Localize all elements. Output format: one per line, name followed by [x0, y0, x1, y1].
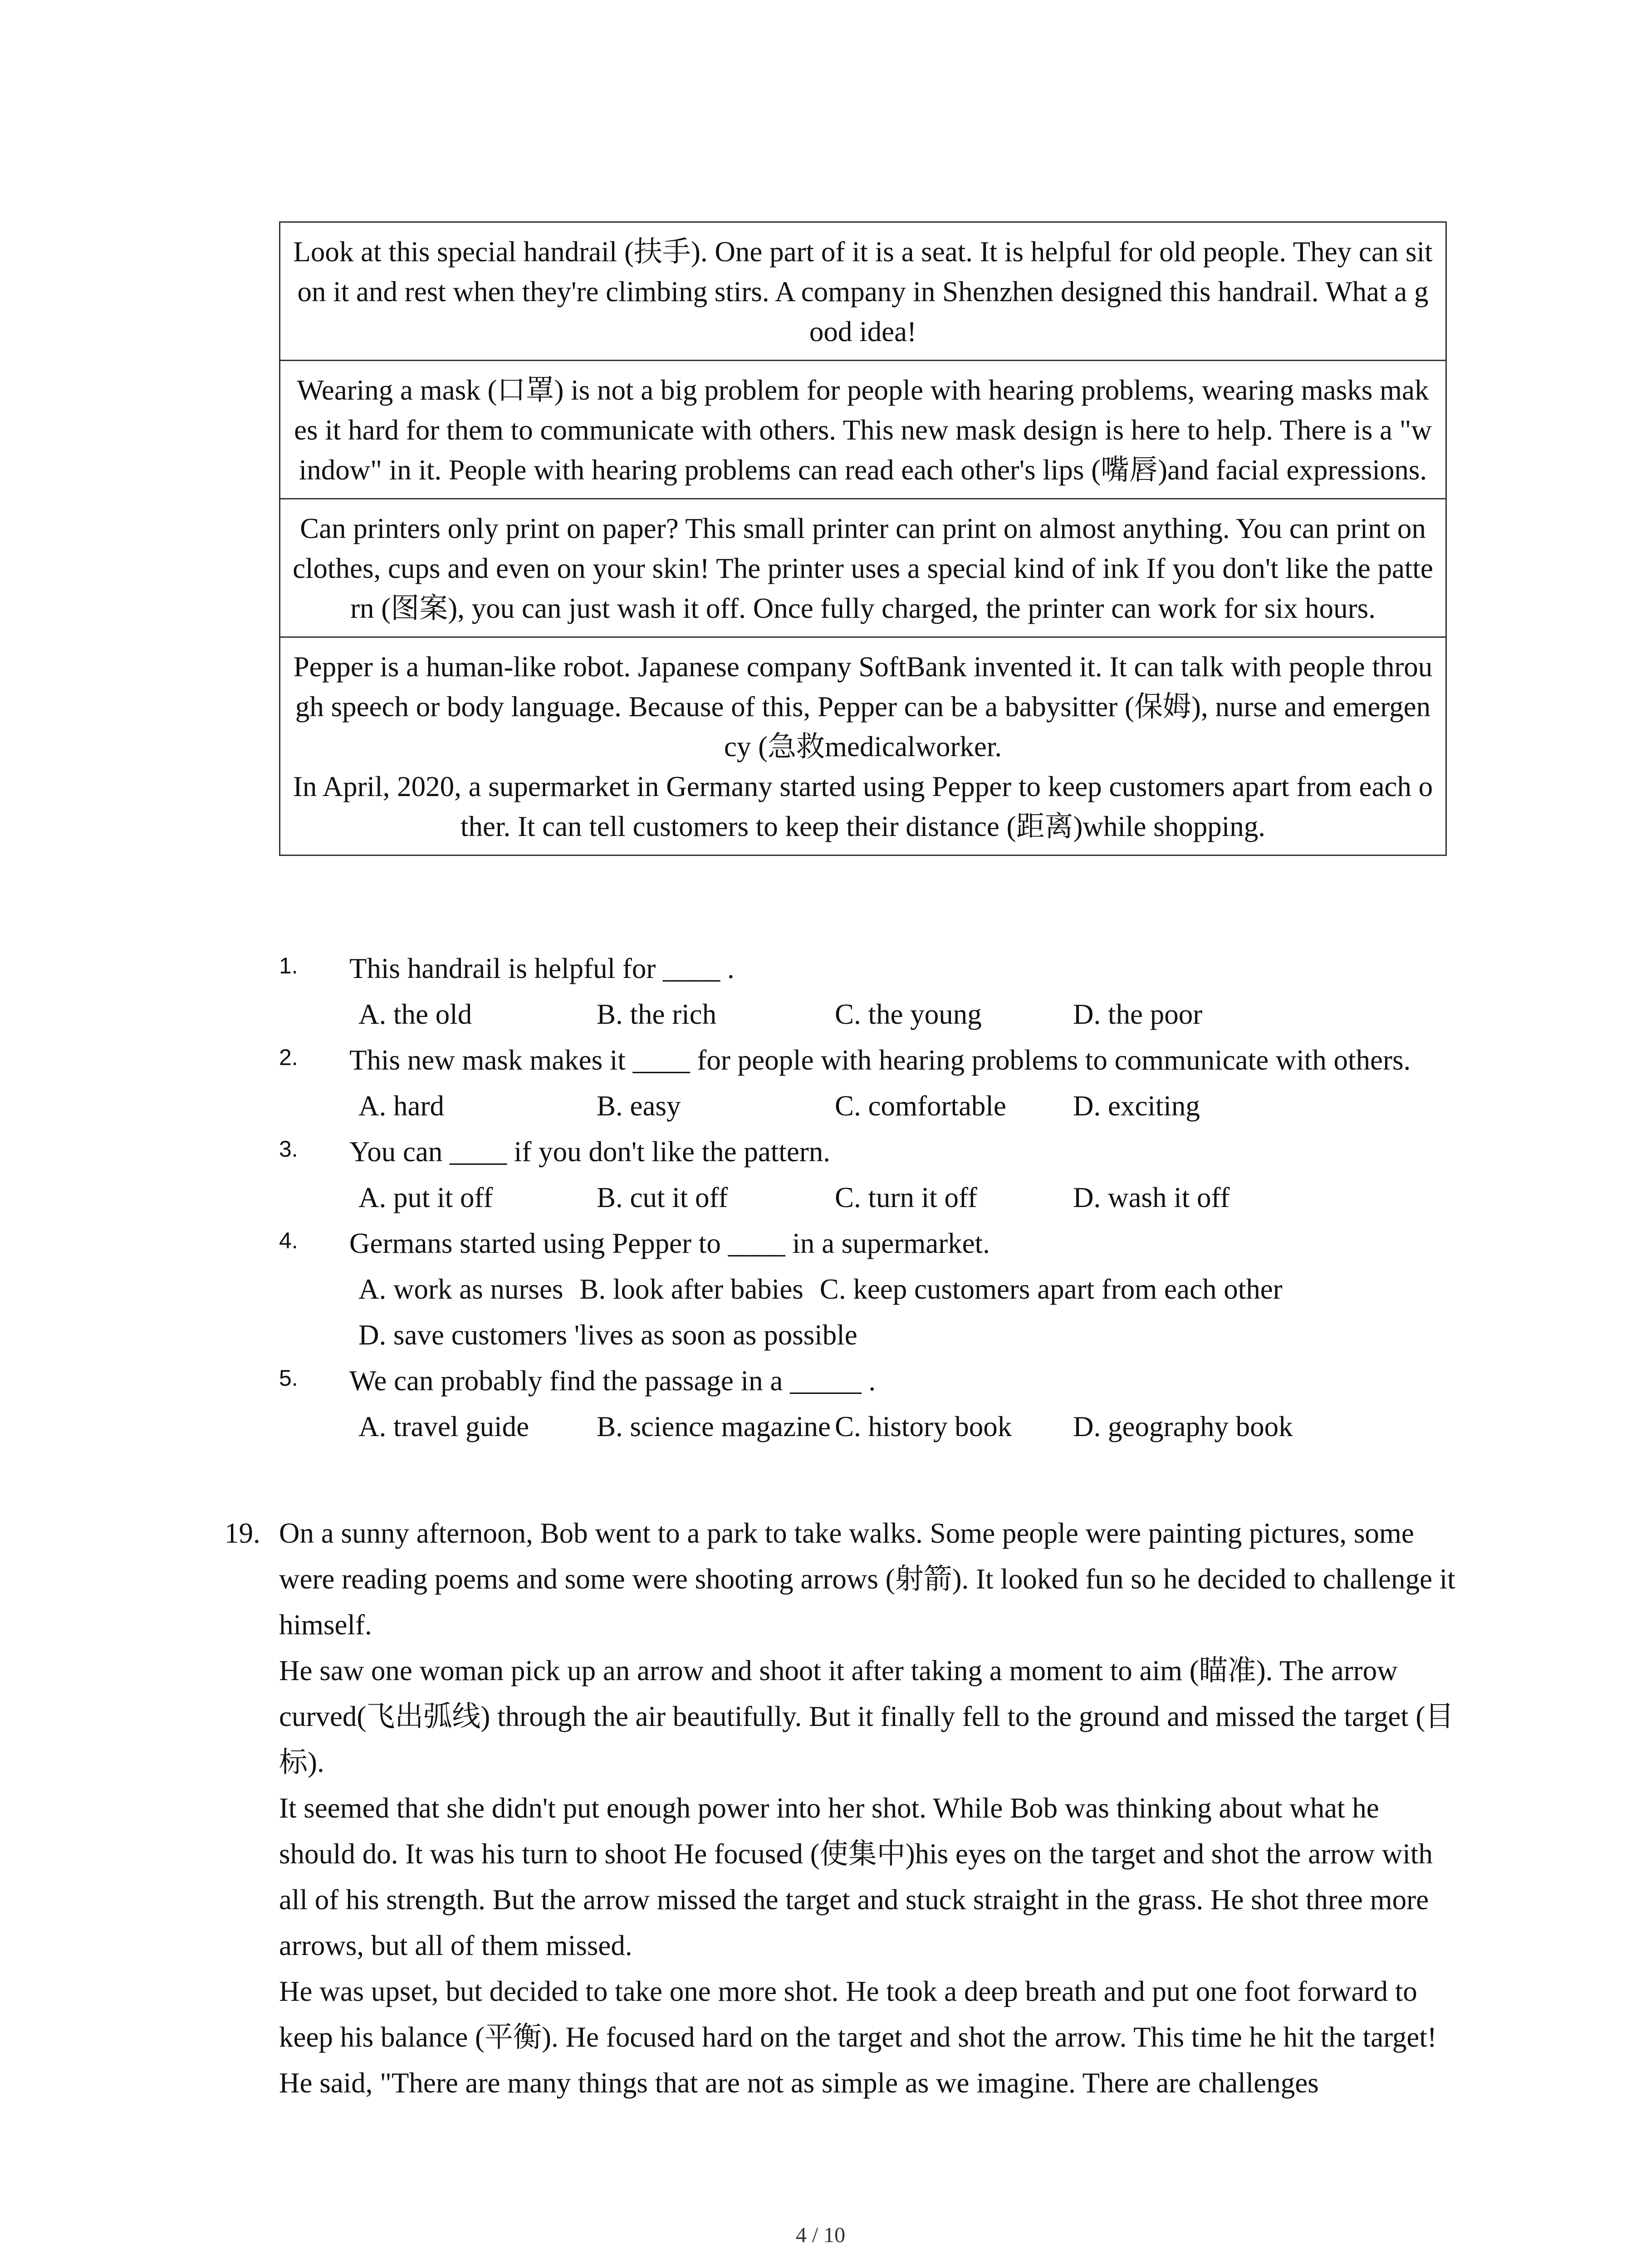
option-b: B. science magazine — [597, 1411, 831, 1442]
question-stem: This handrail is helpful for ____ . — [349, 953, 735, 984]
option-b: B. the rich — [597, 998, 717, 1030]
passage-text: Look at this special handrail (扶手). One part of it is a seat. It is helpful for old people. They can sit on it and rest when they're climbing stirs. A company in Shenzhen designed this handrail. What a good idea! — [293, 236, 1433, 347]
question-stem: This new mask makes it ____ for people with hearing problems to communicate with others. — [349, 1044, 1411, 1076]
question-3 — [268, 1129, 1456, 1221]
option-a: A. travel guide — [358, 1411, 529, 1442]
question-2 — [268, 1037, 1456, 1129]
option-c: C. turn it off — [835, 1182, 977, 1213]
option-list — [358, 1083, 1456, 1129]
option-b: B. cut it off — [597, 1182, 728, 1213]
question-stem: We can probably find the passage in a _____ . — [349, 1365, 876, 1397]
option-d: D. geography book — [1073, 1411, 1293, 1442]
question-5 — [268, 1358, 1456, 1450]
option-list — [358, 992, 1456, 1037]
passage-pepper-robot — [280, 638, 1445, 855]
option-d: D. exciting — [1073, 1090, 1200, 1122]
option-list — [358, 1266, 1456, 1358]
passage-printer — [280, 499, 1445, 638]
passage-text: In April, 2020, a supermarket in Germany started using Pepper to keep customers apart from each other. It can tell customers to keep their distance (距离)while shopping. — [293, 771, 1433, 842]
option-c: C. the young — [835, 998, 982, 1030]
option-c: C. history book — [835, 1411, 1012, 1442]
option-d: D. the poor — [1073, 998, 1203, 1030]
question-number: 4. — [279, 1228, 298, 1253]
question-number: 2. — [279, 1045, 298, 1070]
paragraph: He was upset, but decided to take one more shot. He took a deep breath and put one foot forward to keep his balance (平衡). He focused hard on the target and shot the arrow. This time he hit the target! — [279, 1975, 1437, 2053]
option-d: D. save customers 'lives as soon as possible — [358, 1319, 857, 1351]
page-number: 4 / 10 — [795, 2223, 846, 2247]
question-stem: Germans started using Pepper to ____ in a supermarket. — [349, 1227, 990, 1259]
question-stem: You can ____ if you don't like the pattern. — [349, 1136, 831, 1168]
paragraph: It seemed that she didn't put enough power into her shot. While Bob was thinking about what he should do. It was his turn to shoot He focused (使集中)his eyes on the target and shot the arrow with all of his strength. But the arrow missed the target and stuck straight in the grass. He shot three more arrows, but all of them missed. — [279, 1792, 1433, 1961]
paragraph: On a sunny afternoon, Bob went to a park to take walks. Some people were painting pictures, some were reading poems and some were shooting arrows (射箭). It looked fun so he decided to challenge it himself. — [279, 1517, 1455, 1641]
option-a: A. the old — [358, 998, 472, 1030]
question-list — [268, 946, 1456, 1450]
question-number: 5. — [279, 1365, 298, 1391]
question-number: 1. — [279, 953, 298, 978]
passage-text: Wearing a mask (口罩) is not a big problem for people with hearing problems, wearing masks makes it hard for them to communicate with others. This new mask design is here to help. There is a "window" in it. People with hearing problems can read each other's lips (嘴唇)and facial expressions. — [294, 374, 1432, 486]
passage-text: Pepper is a human-like robot. Japanese company SoftBank invented it. It can talk with people through speech or body language. Because of this, Pepper can be a babysitter (保姆), nurse and emergency (急救medicalworker. — [293, 651, 1433, 763]
reading-section-19 — [225, 1510, 1459, 2106]
option-a: A. put it off — [358, 1182, 493, 1213]
passage-handrail — [280, 223, 1445, 361]
option-list — [358, 1404, 1456, 1450]
option-b: B. easy — [597, 1090, 681, 1122]
option-list — [358, 1175, 1456, 1221]
paragraph: He said, "There are many things that are not as simple as we imagine. There are challenges — [279, 2067, 1319, 2099]
option-b: B. look after babies — [579, 1273, 803, 1305]
option-a: A. work as nurses — [358, 1273, 563, 1305]
section-number: 19. — [225, 1517, 260, 1549]
option-d: D. wash it off — [1073, 1182, 1230, 1213]
paragraph: He saw one woman pick up an arrow and shoot it after taking a moment to aim (瞄准). The arrow curved(飞出弧线) through the air beautifully. But it finally fell to the ground and missed the target (目标). — [279, 1655, 1454, 1778]
passage-text: Can printers only print on paper? This small printer can print on almost anything. You can print on clothes, cups and even on your skin! The printer uses a special kind of ink If you don't like the pattern (图案), you can just wash it off. Once fully charged, the printer can work for six hours. — [293, 513, 1433, 624]
question-4 — [268, 1221, 1456, 1358]
option-c: C. keep customers apart from each other — [819, 1273, 1283, 1305]
option-c: C. comfortable — [835, 1090, 1006, 1122]
passage-mask — [280, 361, 1445, 499]
section-body — [279, 1510, 1459, 2106]
passage-table — [279, 221, 1447, 856]
question-1 — [268, 946, 1456, 1037]
option-a: A. hard — [358, 1090, 444, 1122]
question-number: 3. — [279, 1136, 298, 1162]
